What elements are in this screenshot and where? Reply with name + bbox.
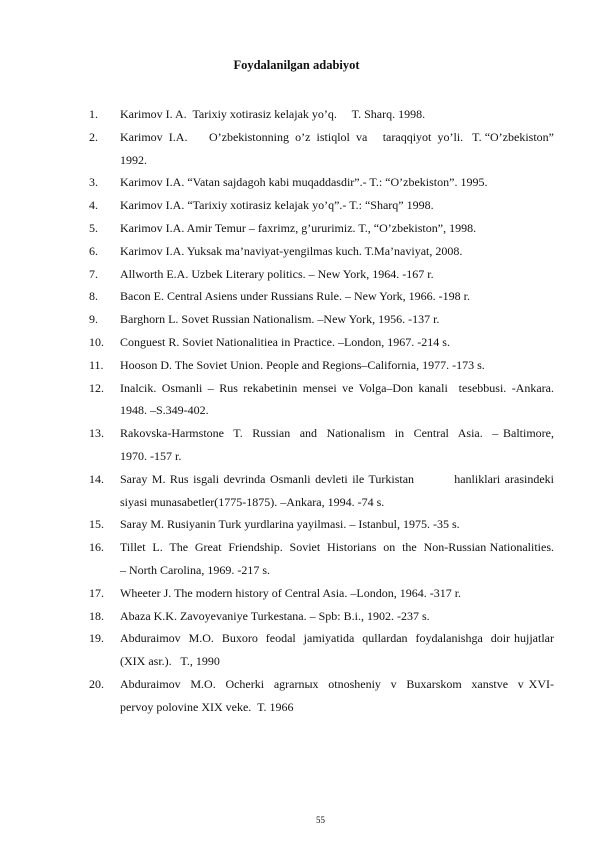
reference-number: 16. — [89, 540, 104, 555]
reference-number: 17. — [89, 585, 104, 600]
reference-item — [89, 103, 554, 126]
reference-number: 13. — [89, 426, 104, 441]
reference-item — [89, 354, 554, 377]
reference-item — [89, 194, 554, 217]
reference-number: 8. — [89, 289, 98, 304]
reference-number: 7. — [89, 266, 98, 281]
reference-item — [89, 422, 557, 468]
reference-number: 6. — [89, 243, 98, 258]
page-title-text: Foydalanilgan adabiyot — [233, 58, 360, 72]
reference-number: 18. — [89, 608, 104, 623]
reference-item — [89, 217, 554, 240]
reference-number: 10. — [89, 334, 104, 349]
reference-number: 1. — [89, 107, 98, 121]
reference-text: Saray M. Rusiyanin Turk yurdlarina yayilmasi. – Istanbul, 1975. -35 s. — [120, 517, 460, 532]
reference-number: 9. — [89, 312, 98, 327]
reference-text: Karimov I.A. Amir Temur – faxrimz, g’ururimiz. T., “O’zbekiston”, 1998. — [120, 220, 477, 235]
reference-item — [89, 627, 557, 673]
reference-item — [89, 171, 554, 194]
reference-item — [89, 308, 554, 331]
reference-text: Wheeter J. The modern history of Central Asia. –London, 1964. -317 r. — [120, 585, 462, 600]
reference-text: Karimov I.A. “Vatan sajdagoh kabi muqaddasdir”.- T.: “O’zbekiston”. 1995. — [120, 175, 488, 190]
reference-item — [89, 582, 554, 605]
reference-number: 19. — [89, 631, 104, 646]
reference-number: 3. — [89, 175, 98, 190]
reference-item — [89, 536, 557, 582]
reference-text: Abduraimov M.O. Ocherki agrarnых otnosheniy v Buxarskom xanstve v XVI-pervoy polovine XIX veke. T. 1966 — [120, 676, 554, 714]
reference-text: Bacon E. Central Asiens under Russians Rule. – New York, 1966. -198 r. — [120, 289, 470, 304]
reference-text: Tillet L. The Great Friendship. Soviet Historians on the Non-Russian Nationalities. – North Carolina, 1969. -217 s. — [120, 540, 557, 577]
reference-text: Abduraimov M.O. Buxoro feodal jamiyatida qullardan foydalanishga doir hujjatlar (XIX asr.). T., 1990 — [120, 631, 557, 669]
reference-number: 20. — [89, 676, 104, 691]
page-number: 55 — [316, 815, 325, 825]
reference-item — [89, 468, 557, 514]
reference-text: Allworth E.A. Uzbek Literary politics. – New York, 1964. -167 r. — [120, 266, 434, 281]
reference-text: Abaza K.K. Zavoyevaniye Turkestana. – Spb: B.i., 1902. -237 s. — [120, 608, 430, 623]
reference-list — [89, 103, 557, 719]
reference-item — [89, 285, 554, 308]
reference-text: Karimov I. A. Tarixiy xotirasiz kelajak yo’q. T. Sharq. 1998. — [120, 107, 426, 121]
reference-text: Karimov I.A. “Tarixiy xotirasiz kelajak yo’q”.- T.: “Sharq” 1998. — [120, 198, 434, 213]
reference-text: Karimov I.A. Yuksak ma’naviyat-yengilmas kuch. T.Ma’naviyat, 2008. — [120, 243, 463, 258]
reference-number: 15. — [89, 517, 104, 532]
reference-number: 11. — [89, 357, 104, 372]
reference-text: Karimov I.A. O’zbekistonning o’z istiqlol va taraqqiyot yo’li. T. “O’zbekiston” 1992. — [120, 129, 557, 167]
reference-item — [89, 331, 554, 354]
reference-text: Conguest R. Soviet Nationalitiea in Practice. –London, 1967. -214 s. — [120, 334, 450, 349]
reference-number: 2. — [89, 129, 98, 144]
reference-text: Inalcik. Osmanli – Rus rekabetinin mensei ve Volga–Don kanali tesebbusi. -Ankara. 1948. –S.349-402. — [120, 380, 557, 418]
reference-item — [89, 240, 554, 263]
reference-number: 12. — [89, 380, 104, 395]
reference-item — [89, 513, 554, 536]
reference-item — [89, 673, 554, 719]
page-title — [50, 58, 595, 73]
reference-number: 14. — [89, 471, 104, 486]
reference-text: Barghorn L. Sovet Russian Nationalism. –New York, 1956. -137 r. — [120, 312, 440, 327]
reference-text: Hooson D. The Soviet Union. People and Regions–California, 1977. -173 s. — [120, 357, 485, 372]
reference-text: Rakovska-Harmstone T. Russian and Nationalism in Central Asia. – Baltimore, 1970. -157 r. — [120, 426, 557, 463]
reference-item — [89, 605, 554, 628]
reference-item — [89, 377, 557, 423]
reference-item — [89, 263, 554, 286]
reference-number: 5. — [89, 220, 98, 235]
reference-text: Saray M. Rus isgali devrinda Osmanli devleti ile Turkistan hanliklari arasindeki siyasi munasabetler(1775-1875). –Ankara, 1994. -74 s. — [120, 471, 557, 509]
reference-number: 4. — [89, 198, 98, 213]
reference-item — [89, 126, 557, 172]
